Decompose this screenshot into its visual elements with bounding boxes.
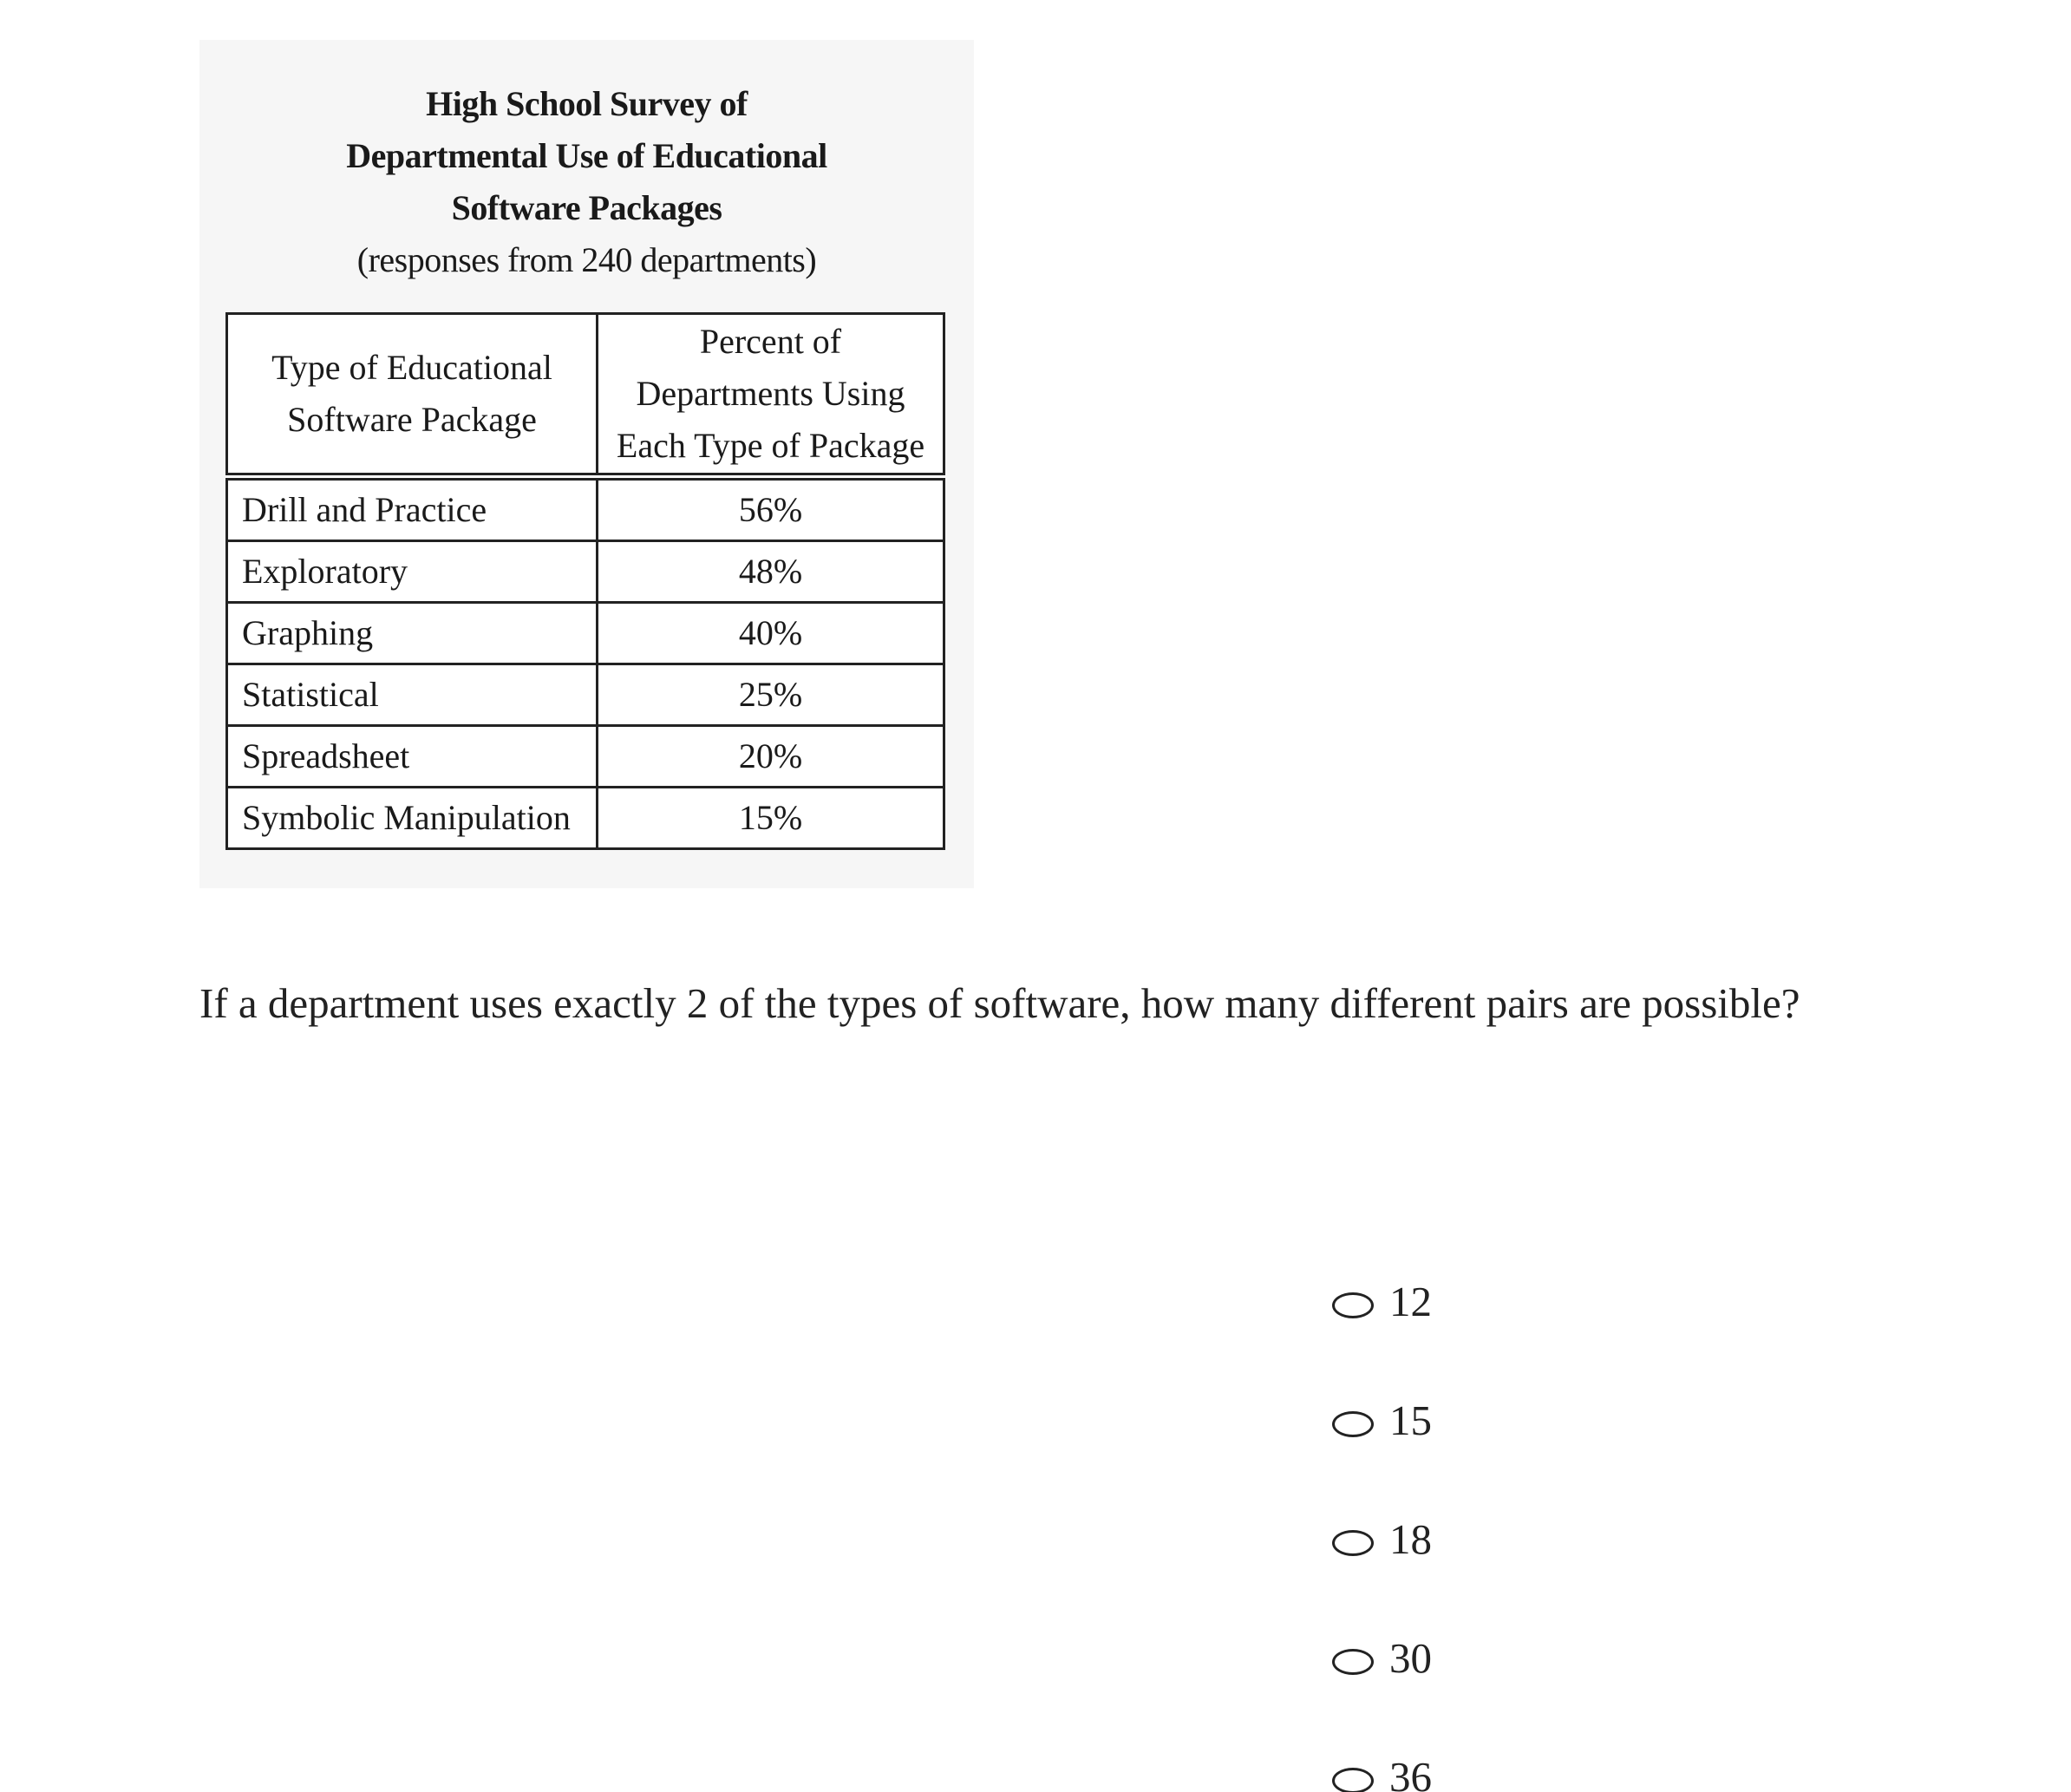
header-line: Type of Educational <box>271 348 552 387</box>
software-type-cell: Graphing <box>227 603 598 664</box>
question-text: If a department uses exactly 2 of the types of software, how many different pairs are possible? <box>199 979 1800 1027</box>
table-row <box>227 664 944 726</box>
answer-option[interactable] <box>1332 1599 1432 1717</box>
percent-cell: 40% <box>598 603 944 664</box>
software-type-cell: Statistical <box>227 664 598 726</box>
software-type-cell: Spreadsheet <box>227 726 598 788</box>
software-type-cell: Drill and Practice <box>227 477 598 541</box>
figure-title <box>199 78 974 286</box>
radio-button[interactable] <box>1332 1530 1374 1556</box>
software-type-cell: Exploratory <box>227 541 598 603</box>
percent-cell: 56% <box>598 477 944 541</box>
percent-cell: 25% <box>598 664 944 726</box>
figure-subtitle: (responses from 240 departments) <box>356 240 817 279</box>
survey-table <box>225 312 945 850</box>
radio-button[interactable] <box>1332 1649 1374 1675</box>
title-line: Software Packages <box>451 188 722 227</box>
table-row <box>227 541 944 603</box>
radio-button[interactable] <box>1332 1411 1374 1437</box>
option-label: 36 <box>1389 1752 1432 1792</box>
radio-button[interactable] <box>1332 1292 1374 1318</box>
percent-cell: 15% <box>598 788 944 849</box>
answer-option[interactable] <box>1332 1480 1432 1599</box>
title-line: High School Survey of <box>426 84 748 123</box>
software-type-cell: Symbolic Manipulation <box>227 788 598 849</box>
table-row <box>227 477 944 541</box>
header-line: Percent of <box>699 322 842 361</box>
header-line: Departments Using <box>636 374 905 413</box>
header-line: Each Type of Package <box>616 426 925 465</box>
option-label: 12 <box>1389 1277 1432 1325</box>
column-header-percent <box>598 314 944 477</box>
column-header-type <box>227 314 598 477</box>
table-row <box>227 726 944 788</box>
option-label: 18 <box>1389 1514 1432 1563</box>
answer-option[interactable] <box>1332 1361 1432 1480</box>
answer-option[interactable] <box>1332 1717 1432 1792</box>
table-header-row <box>227 314 944 477</box>
header-line: Software Package <box>287 400 537 439</box>
answer-options <box>1332 1242 1432 1792</box>
table-row <box>227 603 944 664</box>
survey-figure <box>199 40 974 888</box>
answer-option[interactable] <box>1332 1242 1432 1361</box>
option-label: 30 <box>1389 1633 1432 1682</box>
radio-button[interactable] <box>1332 1768 1374 1792</box>
table-row <box>227 788 944 849</box>
title-line: Departmental Use of Educational <box>346 136 827 175</box>
percent-cell: 20% <box>598 726 944 788</box>
option-label: 15 <box>1389 1396 1432 1444</box>
percent-cell: 48% <box>598 541 944 603</box>
